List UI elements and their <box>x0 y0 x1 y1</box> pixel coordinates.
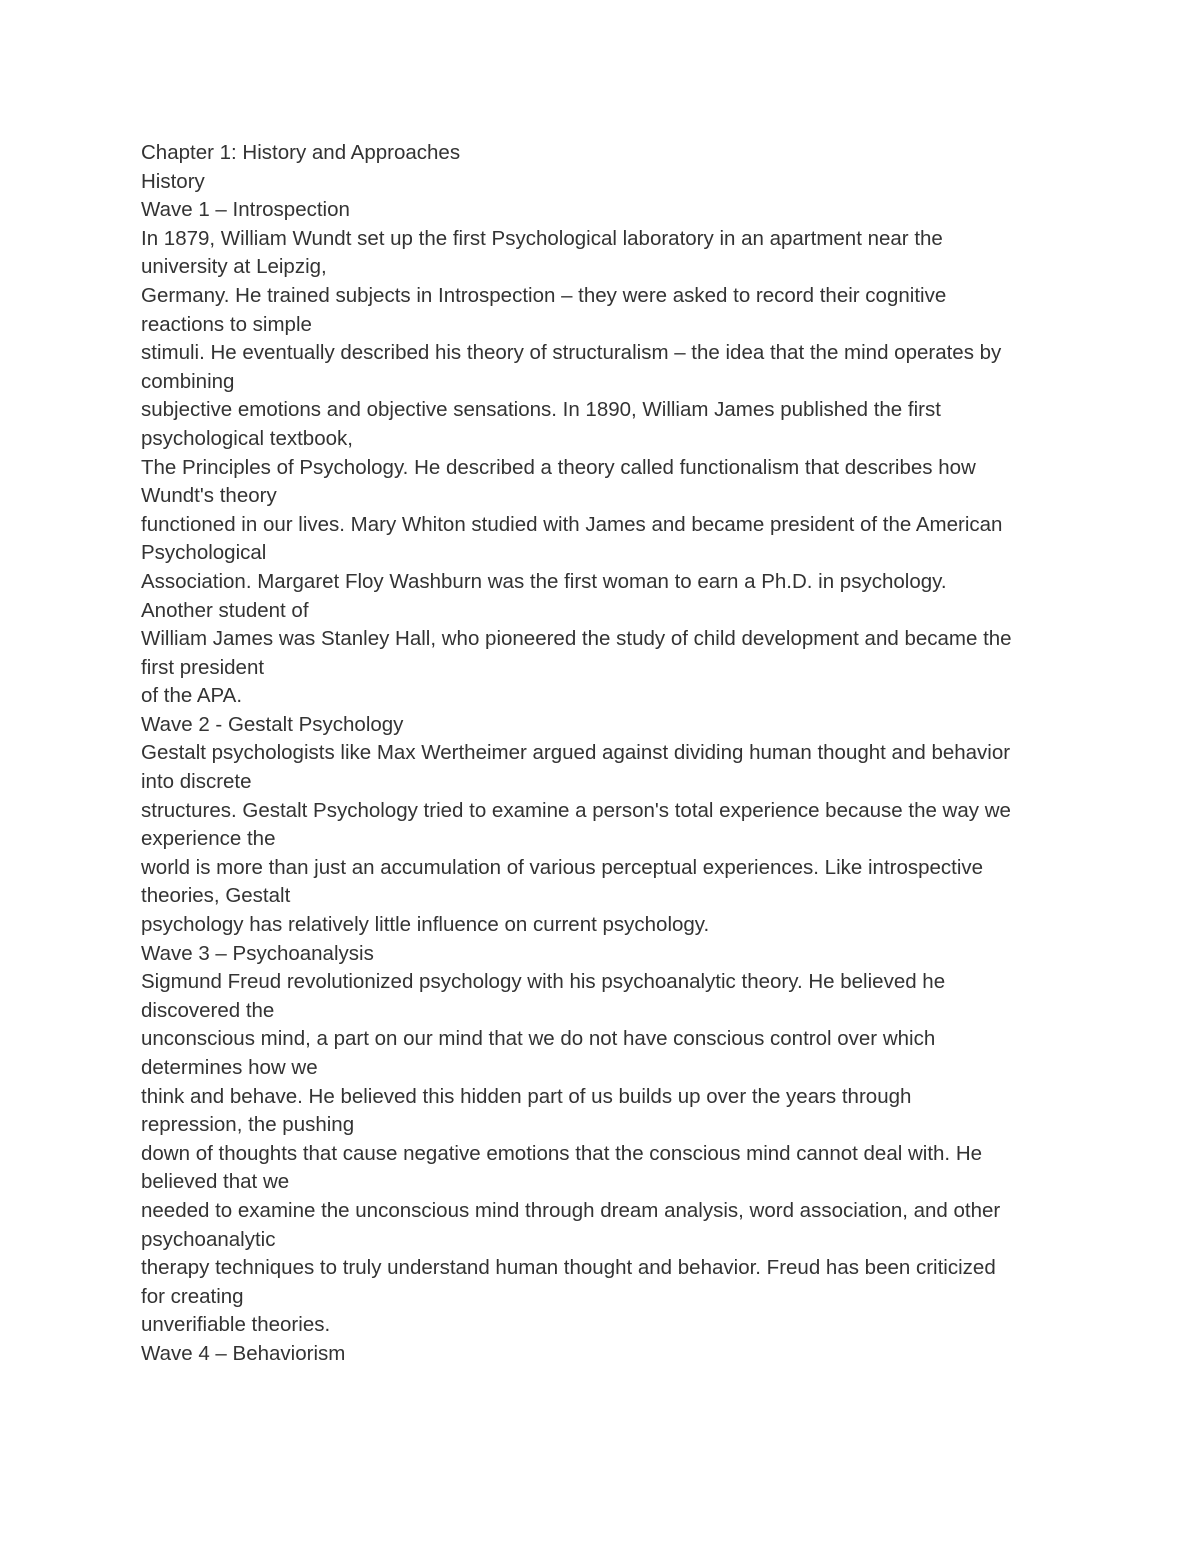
body-text-line: structures. Gestalt Psychology tried to examine a person's total experience because the way we <box>141 798 1011 822</box>
section-heading-history: History <box>141 169 205 193</box>
body-text-line: unverifiable theories. <box>141 1313 331 1337</box>
body-text-line: into discrete <box>141 770 252 794</box>
body-text-line: world is more than just an accumulation of various perceptual experiences. Like introspective <box>141 855 984 879</box>
body-text-line: believed that we <box>141 1170 290 1194</box>
wave-heading-behaviorism: Wave 4 – Behaviorism <box>141 1341 346 1365</box>
chapter-title: Chapter 1: History and Approaches <box>141 141 461 164</box>
body-text-line: Sigmund Freud revolutionized psychology with his psychoanalytic theory. He believed he <box>141 970 946 994</box>
body-text-line: subjective emotions and objective sensations. In 1890, William James published the first <box>141 398 941 422</box>
body-text-line: combining <box>141 369 235 393</box>
body-text-line: Germany. He trained subjects in Introspection – they were asked to record their cognitive <box>141 283 947 307</box>
body-text-line: Another student of <box>141 598 309 622</box>
body-text-line: repression, the pushing <box>141 1113 355 1137</box>
body-text-line: functioned in our lives. Mary Whiton studied with James and became president of the American <box>141 512 1003 536</box>
body-text-line: determines how we <box>141 1056 318 1079</box>
wave-heading-psychoanalysis: Wave 3 – Psychoanalysis <box>141 941 374 965</box>
body-text-line: Psychological <box>141 541 267 565</box>
body-text-line: experience the <box>141 827 276 851</box>
body-text-line: university at Leipzig, <box>141 255 327 279</box>
body-text-line: first president <box>141 655 265 679</box>
wave-heading-gestalt: Wave 2 - Gestalt Psychology <box>141 712 404 736</box>
body-text-line: discovered the <box>141 998 275 1022</box>
body-text-line: The Principles of Psychology. He described a theory called functionalism that describes how <box>141 455 976 479</box>
body-text-line: down of thoughts that cause negative emotions that the conscious mind cannot deal with. He <box>141 1141 983 1165</box>
body-text-line: needed to examine the unconscious mind through dream analysis, word association, and other <box>141 1198 1001 1222</box>
body-text-line: of the APA. <box>141 684 243 708</box>
body-text-line: In 1879, William Wundt set up the first Psychological laboratory in an apartment near the <box>141 226 943 250</box>
body-text-line: think and behave. He believed this hidden part of us builds up over the years through <box>141 1084 912 1108</box>
body-text-line: psychoanalytic <box>141 1227 276 1251</box>
body-text-line: for creating <box>141 1284 244 1308</box>
body-text-line: psychological textbook, <box>141 426 353 450</box>
wave-heading-introspection: Wave 1 – Introspection <box>141 198 350 222</box>
body-text-line: unconscious mind, a part on our mind that we do not have conscious control over which <box>141 1027 936 1051</box>
body-text-line: Gestalt psychologists like Max Wertheimer argued against dividing human thought and behavior <box>141 741 1011 765</box>
body-text-line: theories, Gestalt <box>141 884 291 908</box>
document-body <box>141 139 1066 1369</box>
body-text-line: therapy techniques to truly understand human thought and behavior. Freud has been criticized <box>141 1256 996 1280</box>
body-text-line: psychology has relatively little influence on current psychology. <box>141 913 710 937</box>
body-text-line: reactions to simple <box>141 312 312 336</box>
body-text-line: stimuli. He eventually described his theory of structuralism – the idea that the mind operates by <box>141 341 1002 365</box>
body-text-line: Wundt's theory <box>141 484 277 508</box>
body-text-line: William James was Stanley Hall, who pioneered the study of child development and became the <box>141 627 1012 651</box>
body-text-line: Association. Margaret Floy Washburn was the first woman to earn a Ph.D. in psychology. <box>141 569 947 593</box>
